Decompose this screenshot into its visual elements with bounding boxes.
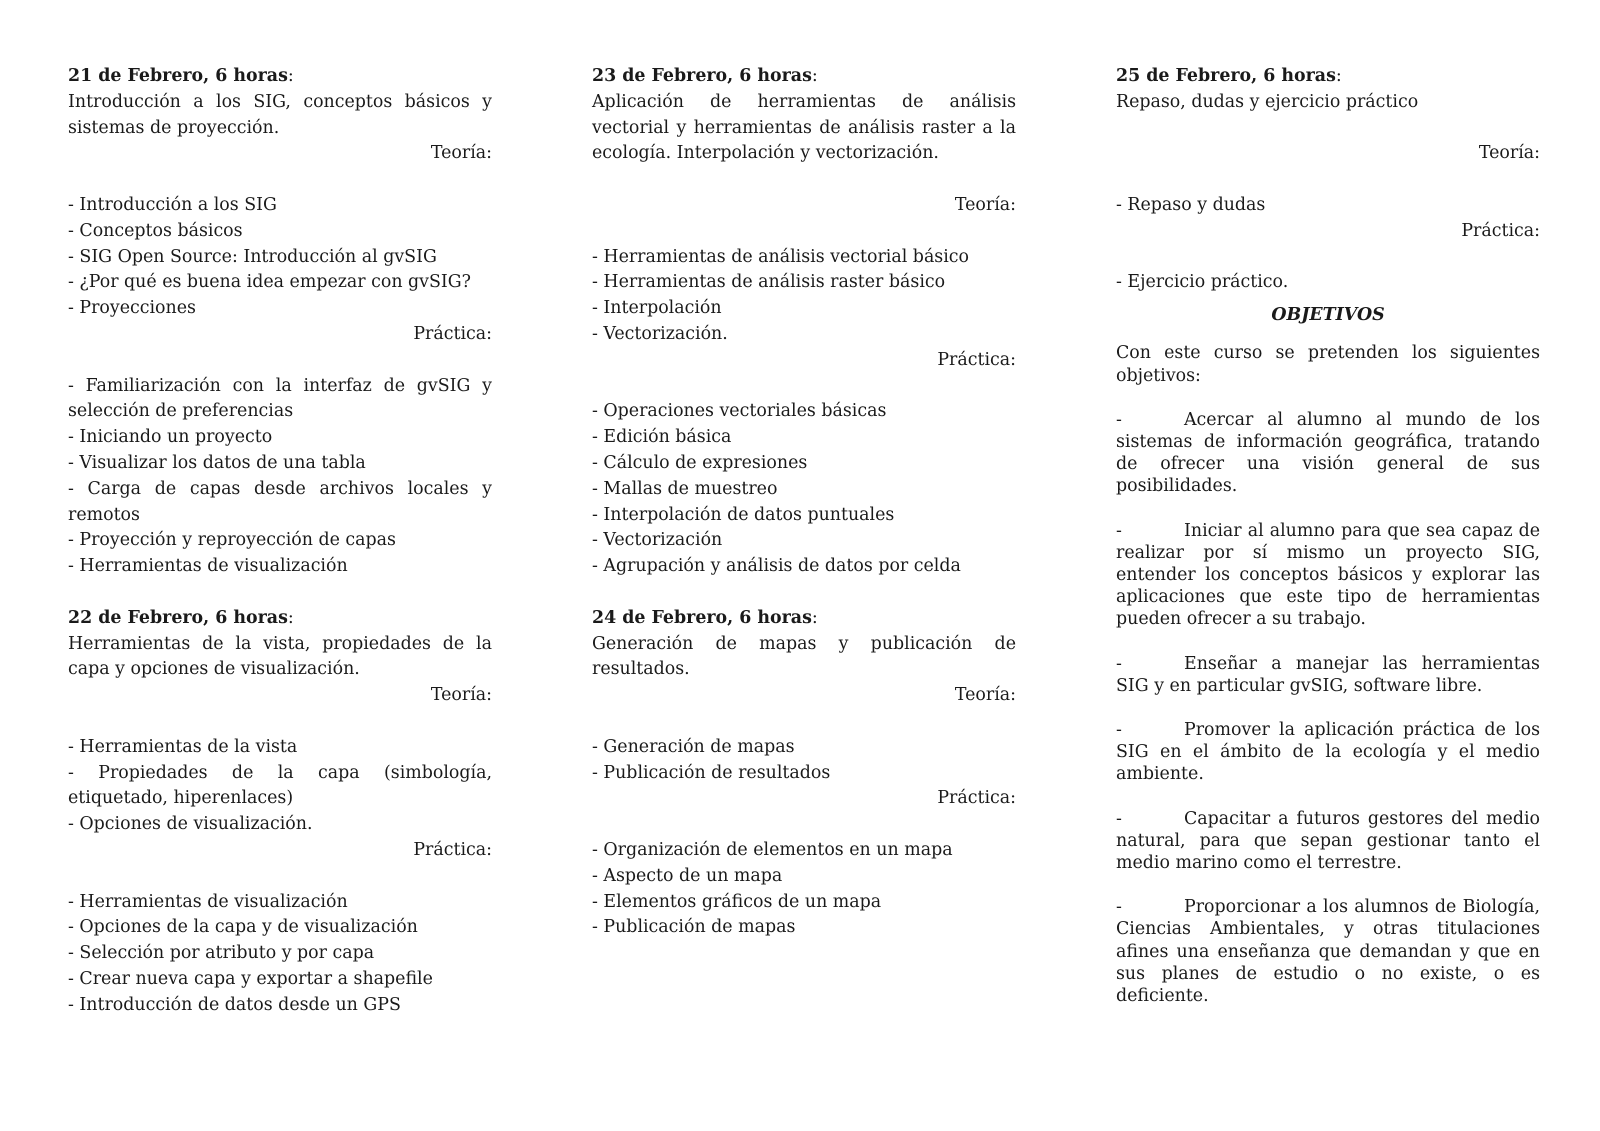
list-item: - Edición básica (592, 427, 732, 448)
list-item: - Herramientas de visualización (68, 891, 348, 912)
list-item: - Conceptos básicos (68, 220, 243, 241)
day-23-teoria-label: Teoría: (954, 194, 1016, 215)
day-24-teoria-label: Teoría: (954, 685, 1016, 706)
list-item: - Opciones de la capa y de visualización (68, 917, 418, 938)
list-item: - Publicación de resultados (592, 762, 831, 783)
day-24-date: 24 de Febrero, 6 horas (592, 607, 812, 628)
list-item: - Organización de elementos en un mapa (592, 839, 953, 860)
day-23-colon: : (811, 66, 818, 86)
list-item: - Operaciones vectoriales básicas (592, 401, 887, 422)
objective-dash: - (1116, 409, 1122, 430)
list-item: - Interpolación (592, 298, 722, 319)
list-item: - Crear nueva capa y exportar a shapefile (68, 968, 433, 989)
objective-text: Proporcionar a los alumnos de Biología, Ciencias Ambientales, y otras titulaciones afines una enseñanza que demandan y que en sus planes de estudio o no existe, o es deficiente. (1116, 897, 1540, 1007)
day-23-date: 23 de Febrero, 6 horas (592, 66, 812, 86)
day-21-section (68, 64, 492, 580)
day-24-section (592, 606, 1016, 941)
list-item: - Aspecto de un mapa (592, 865, 783, 886)
list-item: - Introducción a los SIG (68, 194, 277, 215)
objective-text: Enseñar a manejar las herramientas SIG y en particular gvSIG, software libre. (1116, 653, 1540, 696)
list-item: - Generación de mapas (592, 736, 795, 757)
objective-item (1116, 409, 1540, 498)
list-item: - Agrupación y análisis de datos por celda (592, 556, 961, 577)
list-item: - Familiarización con la interfaz de gvSIG y selección de preferencias (68, 375, 492, 422)
objetivos-intro: Con este curso se pretenden los siguientes objetivos: (1116, 343, 1540, 386)
list-item: - Proyección y reproyección de capas (68, 530, 396, 551)
day-21-description: Introducción a los SIG, conceptos básicos y sistemas de proyección. (68, 91, 492, 138)
list-item: - Vectorización. (592, 323, 728, 344)
list-item: - Propiedades de la capa (simbología, etiquetado, hiperenlaces) (68, 762, 492, 809)
objetivos-section (1116, 304, 1540, 1007)
objective-text: Capacitar a futuros gestores del medio natural, para que sepan gestionar tanto el medio marino como el terrestre. (1116, 808, 1540, 874)
list-item: - Publicación de mapas (592, 917, 796, 938)
day-24-title (592, 606, 1016, 632)
list-item: - Vectorización (592, 530, 723, 551)
day-21-practica-label: Práctica: (413, 323, 492, 344)
list-item: - Mallas de muestreo (592, 478, 778, 499)
objective-text: Acercar al alumno al mundo de los sistemas de información geográfica, tratando de ofrecer una visión general de sus posibilidades. (1116, 409, 1540, 497)
column-left (68, 64, 492, 1018)
day-22-description: Herramientas de la vista, propiedades de la capa y opciones de visualización. (68, 633, 492, 680)
list-item: - Interpolación de datos puntuales (592, 504, 895, 525)
day-22-teoria-label: Teoría: (430, 685, 492, 706)
day-25-colon: : (1335, 66, 1342, 86)
day-22-colon: : (287, 607, 294, 628)
list-item: - Introducción de datos desde un GPS (68, 994, 401, 1015)
list-item: - Visualizar los datos de una tabla (68, 452, 366, 473)
day-21-title (68, 64, 492, 90)
day-25-date: 25 de Febrero, 6 horas (1116, 66, 1336, 86)
day-25-title (1116, 64, 1540, 90)
day-23-description: Aplicación de herramientas de análisis vectorial y herramientas de análisis raster a la ecología. Interpolación y vectorización. (592, 91, 1016, 164)
list-item: - Selección por atributo y por capa (68, 943, 375, 964)
day-22-section (68, 606, 492, 1019)
day-23-practica-label: Práctica: (937, 349, 1016, 370)
day-23-title (592, 64, 1016, 90)
day-25-teoria-label: Teoría: (1478, 143, 1540, 164)
column-middle (592, 64, 1016, 941)
day-25-practica-label: Práctica: (1461, 220, 1540, 241)
list-item: - Cálculo de expresiones (592, 452, 808, 473)
list-item: - Proyecciones (68, 298, 196, 319)
day-21-date: 21 de Febrero, 6 horas (68, 66, 288, 86)
objective-dash: - (1116, 720, 1122, 741)
day-22-practica-label: Práctica: (413, 839, 492, 860)
list-item: - Ejercicio práctico. (1116, 272, 1289, 293)
list-item: - Herramientas de la vista (68, 736, 298, 757)
day-23-section (592, 64, 1016, 580)
day-24-colon: : (811, 607, 818, 628)
objective-item (1116, 653, 1540, 697)
list-item: - Elementos gráficos de un mapa (592, 891, 882, 912)
objetivos-title: OBJETIVOS (1271, 305, 1385, 326)
list-item: - SIG Open Source: Introducción al gvSIG (68, 246, 437, 267)
objective-item (1116, 896, 1540, 1007)
list-item: - Herramientas de análisis vectorial básico (592, 246, 970, 267)
list-item: - Herramientas de visualización (68, 556, 348, 577)
day-24-practica-label: Práctica: (937, 788, 1016, 809)
day-21-colon: : (287, 66, 294, 86)
objective-dash: - (1116, 897, 1122, 918)
objective-item (1116, 719, 1540, 786)
objective-dash: - (1116, 808, 1122, 829)
day-22-title (68, 606, 492, 632)
objective-text: Iniciar al alumno para que sea capaz de realizar por sí mismo un proyecto SIG, entender los conceptos básicos y explorar las aplicaciones que este tipo de herramientas pueden ofrecer a su trabajo. (1116, 520, 1540, 630)
objective-item (1116, 808, 1540, 875)
column-right (1116, 64, 1540, 1029)
list-item: - ¿Por qué es buena idea empezar con gvSIG? (68, 272, 472, 293)
objective-text: Promover la aplicación práctica de los SIG en el ámbito de la ecología y el medio ambiente. (1116, 720, 1540, 785)
objective-item (1116, 520, 1540, 631)
day-24-description: Generación de mapas y publicación de resultados. (592, 633, 1016, 680)
list-item: - Repaso y dudas (1116, 194, 1266, 215)
day-22-date: 22 de Febrero, 6 horas (68, 607, 288, 628)
day-25-description: Repaso, dudas y ejercicio práctico (1116, 91, 1419, 112)
list-item: - Carga de capas desde archivos locales y remotos (68, 478, 492, 525)
list-item: - Opciones de visualización. (68, 814, 313, 835)
objective-dash: - (1116, 653, 1122, 674)
objective-dash: - (1116, 520, 1122, 541)
list-item: - Iniciando un proyecto (68, 427, 273, 448)
day-25-section (1116, 64, 1540, 296)
day-21-teoria-label: Teoría: (430, 143, 492, 164)
list-item: - Herramientas de análisis raster básico (592, 272, 946, 293)
